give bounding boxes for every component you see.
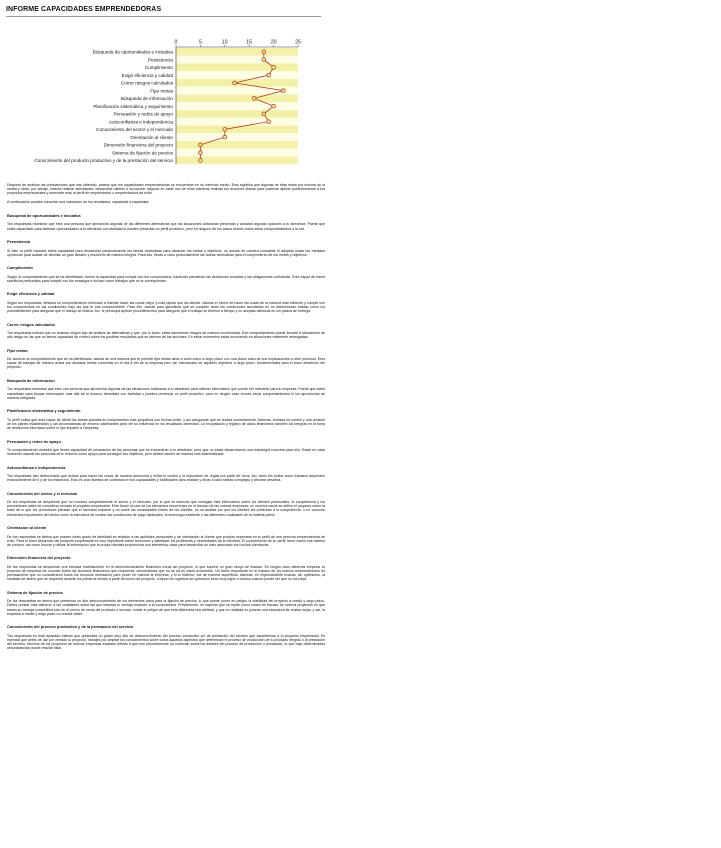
chart-row-band [176,141,298,149]
section-heading: Persistencia [7,239,30,245]
section-heading: Dimensión financiera del proyecto [7,555,71,561]
section-text: Tus respuestas han determinado que actúas para hacer las cosas de manera autónoma y evitar el control y la imposición de reglas por parte de otros. Así, tanto tus éxitos como fracasos dependen exclusivamente de ti y de tus esfuerzos. Esto es una muestra de confianza en tus capacidades y habilidades para realizar y llevar a cabo tareas complejas y afrontar desafíos. [7,474,325,483]
data-point [272,65,276,69]
x-tick-label: 10 [221,39,228,46]
data-point [262,58,266,62]
data-point [252,96,256,100]
section-persistencia [7,240,325,257]
section-text: De tus respuestas se desprende que no conoces completamente el sector y el mercado, por lo que es esencial que consigas más información sobre los clientes potenciales, la competencia y los proveedores antes de considerar cerrado el proyecto empresarial. Este factor es uno de los elementos recurrentes en el fracaso de las nuevas empresas; en muchos casos se define el proyecto sobre la base de lo que los promotores piensan que el mercado requiere y no sobre las necesidades reales de los clientes; no se analiza por qué los clientes les preferirán a la competencia, o no conocen elementos importantes del sector como la estructura de costes, las condiciones de pago habituales, la tecnología existente o las diferentes cualidades de la materia prima. [7,500,325,517]
section-fijar-metas [7,349,325,370]
report-body [7,183,325,660]
section-heading: Conocimiento del sector y el mercado [7,490,78,496]
section-text: De tus respuestas se deriva que presentas un alto desconocimiento de los elementos clave para la fijación de precios, lo que puede poner en peligro la viabilidad del proyecto a medio y largo plazo. Debes prestar más atención a las cualidades sobre las que basarás tu ventaja respecto a la competencia. Previamente, un aspecto que se repite como causa de fracaso de nuevos proyectos es que basan su ventaja competitiva sólo en el precio de venta del producto o servicio: existe el peligro de que esta diferencia sea artificial, y que en realidad no posean una estructura de costes mejor, y así, la empresa a medio y largo plazo no resulta viable. [7,599,325,616]
chart-row-band [176,110,298,118]
category-label: Exigir eficiencia y calidad [121,72,173,78]
capacities-chart [0,36,330,176]
chart-row-band [176,87,298,95]
data-point [199,143,203,147]
category-label: Autoconfianza e independencia [108,119,173,125]
category-label: Cumplimiento [144,65,173,71]
chart-row-band [176,71,298,79]
chart-row-band [176,149,298,157]
section-text: De acuerdo al comportamiento que se ha identificado, actúas de una manera que te permite fijar metas tanto a corto como a largo plazo con una visión clara de sus implicaciones a nivel personal. Eres capaz de trabajar de manera activa por alcanzar metas concretas en el día a día de la empresa pero sin menoscabo de aquellos objetivos a largo plazo, fundamentales para el buen desarrollo del proyecto. [7,357,325,370]
section-fijacion-precios [7,591,325,616]
section-text: Tus respuestas indican que no realizas ningún tipo de análisis de alternativas y que, por lo tanto, estás asumiendo riesgos de manera incontrolada. Ese comportamiento puede llevarte a situaciones de alto riesgo en las que no tienes capacidad de control sobre los posibles resultados que se deriven de tus acciones. En estos momentos estás incurriendo en situaciones realmente arriesgadas. [7,331,325,340]
section-eficiencia-calidad [7,292,325,313]
intro-paragraph: A continuación puedes consultar una valoración de tus resultados, capacidad a capacidad. [7,200,150,205]
category-label: Orientación al cliente [130,134,173,140]
data-point [233,81,237,85]
section-busqueda-oportunidades [7,214,325,231]
section-heading: Autoconfianza e independencia [7,464,66,470]
category-label: Fijar metas [150,88,173,94]
section-heading: Búsqueda de información [7,377,55,383]
category-label: Planificación sistemática y seguimiento [93,103,173,109]
section-planificacion [7,409,325,430]
data-point [223,127,227,131]
data-point [267,73,271,77]
data-point [262,50,266,54]
section-text: Tu perfil indica que eres capaz de dividir las tareas grandes en componentes más pequeños con fechas límite, y así asegurarte que se realiza correctamente. Además, realizas un control y una revisión de los planes establecidos y las circunstancias de entorno cambiantes para ver su influencia en los resultados obtenidos. La recopilación y registro de datos financieros también los integras en la toma de decisiones informado sobre el tipo impacto a l'empresa. [7,417,325,430]
title-divider [6,16,321,17]
section-busqueda-informacion [7,379,325,400]
section-text: Tus respuestas muestran que eres una persona que aprovecha algunas de las diferentes alternativas que las situaciones cotidianas presentan y analizas algunas opciones a tu alrededor. Puede que estés capacitado para detectar oportunidades a tu alrededor con facilidad si puedes presentar un perfil proactivo, pero en ninguno de los casos reúnes todos estos comportamientos a la vez. [7,222,325,231]
x-tick-label: 15 [246,39,253,46]
x-tick-label: 5 [198,39,202,46]
chart-row-band [176,118,298,126]
section-text: Según tus respuestas, destaca un comportamiento enfocado a intentar hacer las cosas mejor y más rápido que los demás. Valoras el hecho de hacer las cosas de la manera más eficiente y cumplir con tus compromisos en las condiciones bajo las que te has comprometido. Para ello, actúas para garantizar que se cumplen tanto las condiciones acordadas en un determinado trabajo como los procedimientos para asegurar que el trabajo se realiza. Así, te preocupa aplicar procedimientos para asegurar que el trabajo se termine a tiempo y no aceptas demoras en los plazos de entrega. [7,300,325,314]
page-title: INFORME CAPACIDADES EMPRENDEDORAS [6,6,162,13]
category-label: Correr riesgos calculados [120,80,173,86]
category-label: Persuasión y redes de apoyo [113,111,173,117]
data-point [262,112,266,116]
data-point [267,120,271,124]
chart-row-band [176,64,298,72]
section-text: De tus respuestas se desprende una elevada incertidumbre en el dimensionamiento financiero inicial del proyecto, lo que supone un gran riesgo de fracaso. En ningún caso deberías empezar tu proyecto de empresa sin conocer todos los recursos financieros que requerirás, circunstancia que no se da en estos momentos. Un factor importante en el fracaso de los nuevos emprendedores es precisamente que no consideraron todos los recursos necesarios para poner en marcha la empresa, y si lo hicieron, fue de manera superficial. Además, es imprescindible evaluar, sin optimismo, la cantidad de dinero que se requerirá durante los primeros meses a partir del inicio del proyecto, cuando los ingresos de operación sean muy bajos o incluso cuando puede ser que no los haya. [7,564,325,582]
section-heading: Exigir eficiencia y calidad [7,291,55,297]
chart-row-band [176,126,298,134]
chart-row-band [176,133,298,141]
section-heading: Correr riesgos calculados [7,321,56,327]
data-point [199,151,203,155]
chart-row-band [176,48,298,56]
chart-row-band [176,95,298,103]
section-text: De tus respuestas se deriva que posees cierto grado de debilidad en relación a las aptitudes personales y de orientación al cliente que podrían esperarse en el perfil de una persona emprendedora de éxito. Para el buen desarrollo del proyecto empresarial es muy importante saber reconocer y satisfacer los problemas y necesidades de la clientela. El conocimiento de su perfil, tener claros sus hábitos de compra, así como buscar y utilizar la información que la propia clientela proporciona son elementos clave para desarrollar un trato adecuado con los/las clientes/as. [7,534,325,547]
intro-block [7,183,325,205]
section-text: Tus respuestas muestran que eres una persona que aprovecha algunas de las situaciones cotidianas a tu alrededor para obtener información que puede ser relevante para tu empresa. Puede que estés capacitado para buscar información más allá de tu entorno inmediato con facilidad o puedes presentar un perfil proactivo, pero en ningún caso reúnes estos comportamientos ni los aprovechas de manera integrada. [7,387,325,400]
category-label: Sistema de fijación de precios [111,150,173,156]
category-label: Búsqueda de información [120,96,173,102]
chart-row-band [176,102,298,110]
section-cumplimiento [7,266,325,283]
chart-row-band [176,157,298,165]
intro-paragraph: Después de analizar las puntuaciones que has obtenido, parece que tus capacidades emprendedoras se encuentran en un intervalo medio. Esto significa que algunas de ellas están por encima de la media y otras, por debajo. Intenta realizar actividades, desarrollar hábitos e incorporar mejoras en cada uno de ellas mientras realizas tus acciones diarias para poderlas aplicar posteriormente a tus proyectos empresariales y acercarte más al perfil de emprendedor o emprendedora de éxito. [7,183,325,196]
data-point [281,89,285,93]
section-proceso-productivo [7,625,325,650]
section-heading: Orientación al cliente [7,525,47,531]
section-persuasion [7,440,325,457]
section-dimension-financiera [7,556,325,581]
category-label: Búsqueda de oportunidades e iniciativa [92,49,173,55]
category-label: Conocimiento del producto productivo y de la prestación del servicio [34,158,173,164]
section-text: Según el comportamiento que se ha identificado, tienes la capacidad para cumplir con tus compromisos, haciendo prevalecer las decisiones tomadas y las obligaciones contraídas. Eres capaz de hacer sacrificios personales para cumplir con tus encargos e incluso hacer trabajos que no te corresponden. [7,274,325,283]
chart-row-band [176,56,298,64]
section-riesgos [7,323,325,340]
data-point [272,104,276,108]
x-tick-label: 0 [174,39,178,46]
x-tick-label: 20 [270,39,277,46]
section-heading: Cumplimiento [7,265,33,271]
section-heading: Conocimiento del proceso productivo y de la prestación del servicio [7,624,134,630]
section-heading: Búsqueda de oportunidades e iniciativa [7,213,81,219]
section-heading: Persuasión y redes de apoyo [7,438,61,444]
section-heading: Fijar metas [7,347,28,353]
section-orientacion-cliente [7,526,325,547]
x-tick-label: 25 [295,39,301,46]
category-label: Persistencia [147,57,173,63]
section-text: Tu comportamiento muestra que tienes capacidad de persuasión de las personas que se encuentran a tu alrededor, pero que no estás desarrollando una estrategia concreta para ello. Estás en cada momento usando las personas de tu entorno como apoyo para conseguir tus objetivos, pero debes hacerlo de manera más sistematizada. [7,447,325,457]
section-heading: Planificación sistemática y seguimiento [7,408,81,414]
section-autoconfianza [7,466,325,483]
section-heading: Sistema de fijación de precios [7,589,63,595]
category-label: Conocimiento del sector y el mercado [96,127,173,133]
data-point [223,135,227,139]
section-text: Tus respuestas en este apartado indican que presentas un grado muy alto de desconocimiento del proceso productivo y/o de prestación del servicio que caracterizan a tu proyecto empresarial. Es esencial que antes de dar por cerrado tu proyecto, trabajes por ampliar tus conocimientos sobre todos aquellos aspectos que determinan el proceso de producción de tu producto elegido o la prestación del servicio. Muchos de los proyectos de nuevas empresas fracasan debido a que sus promotores/as no controlan todos los detalles del proceso de producción o prestación, lo que bajo determinadas circunstancias puede resultar fatal. [7,633,325,651]
category-label: Dimensión financiera del proyecto [103,142,173,148]
section-text: Si bien tu perfil muestra cierta capacidad para desarrollar personalmente las tareas necesarias para alcanzar tus metas y objetivos, no actúas de manera constante ni adoptas todas las medidas oportunas para acabar de afrontar un gran desafío y resolverlo de manera integral. Para ello, llevas a cabo personalmente las tareas necesarias para el cumplimiento de tus metas y objetivos. [7,248,325,257]
section-sector-mercado [7,492,325,517]
data-point [199,158,203,162]
